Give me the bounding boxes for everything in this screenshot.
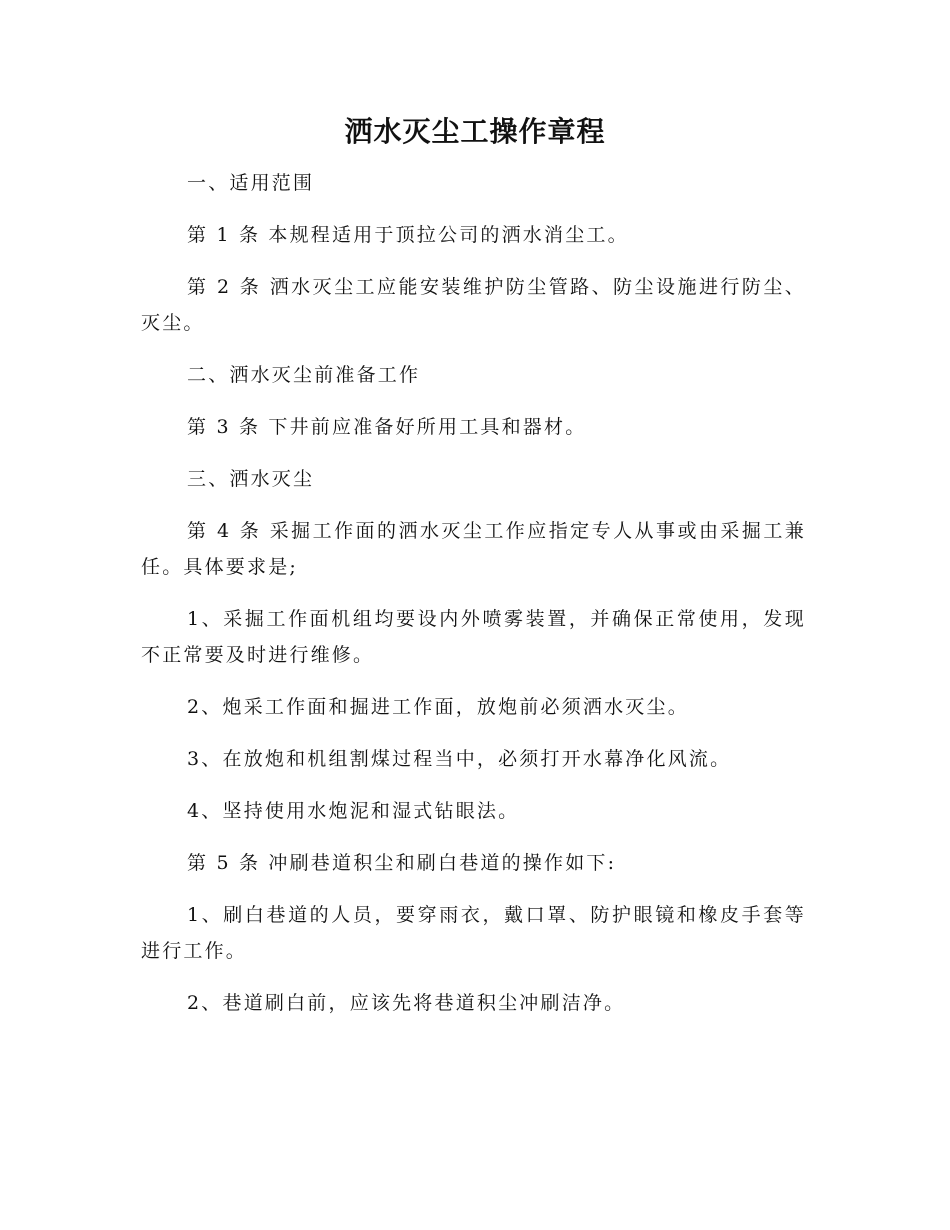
article-5: 第 5 条 冲刷巷道积尘和刷白巷道的操作如下: — [187, 852, 617, 874]
document-body — [141, 165, 806, 1037]
article-4: 第 4 条 采掘工作面的洒水灭尘工作应指定专人从事或由采掘工兼任。具体要求是; — [141, 520, 806, 578]
article-5-item-2: 2、巷道刷白前，应该先将巷道积尘冲刷洁净。 — [187, 992, 626, 1014]
article-3: 第 3 条 下井前应准备好所用工具和器材。 — [187, 416, 587, 438]
section-heading-scope: 一、适用范围 — [187, 172, 315, 194]
article-4-item-4: 4、坚持使用水炮泥和湿式钻眼法。 — [187, 800, 520, 822]
article-5-item-1: 1、刷白巷道的人员，要穿雨衣，戴口罩、防护眼镜和橡皮手套等进行工作。 — [141, 904, 806, 962]
article-4-item-3: 3、在放炮和机组割煤过程当中，必须打开水幕净化风流。 — [187, 748, 732, 770]
page-title: 洒水灭尘工操作章程 — [344, 115, 606, 148]
section-heading-preparation: 二、洒水灭尘前准备工作 — [187, 364, 421, 386]
article-4-item-1: 1、采掘工作面机组均要设内外喷雾装置，并确保正常使用，发现不正常要及时进行维修。 — [141, 608, 806, 666]
article-1: 第 1 条 本规程适用于顶拉公司的洒水消尘工。 — [187, 224, 629, 246]
article-4-item-2: 2、炮采工作面和掘进工作面，放炮前必须洒水灭尘。 — [187, 696, 689, 718]
article-2: 第 2 条 洒水灭尘工应能安装维护防尘管路、防尘设施进行防尘、灭尘。 — [141, 276, 806, 334]
section-heading-dust-suppression: 三、洒水灭尘 — [187, 468, 315, 490]
